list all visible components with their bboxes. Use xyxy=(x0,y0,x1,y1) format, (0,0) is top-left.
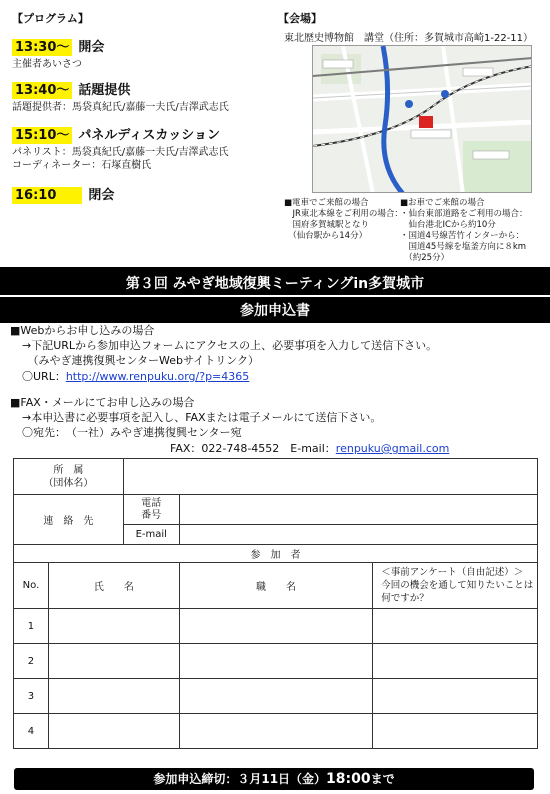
program-title: 開会 xyxy=(78,40,105,55)
col-title: 職 名 xyxy=(179,563,373,609)
survey-field[interactable] xyxy=(373,609,538,644)
program-title: パネルディスカッション xyxy=(78,128,220,143)
access-train xyxy=(284,198,403,242)
web-apply-heading: ■Webからお申し込みの場合 xyxy=(10,324,155,337)
survey-field[interactable] xyxy=(373,714,538,749)
participants-header: 参 加 者 xyxy=(14,545,538,563)
form-title: 参加申込書 xyxy=(240,303,310,319)
email-field[interactable] xyxy=(179,525,537,545)
access-line: ・仙台東部道路をご利用の場合： xyxy=(400,209,528,219)
row-number: 1 xyxy=(14,609,49,644)
access-line: （約25分） xyxy=(400,253,450,263)
program-heading: 【プログラム】 xyxy=(12,12,89,25)
row-number: 3 xyxy=(14,679,49,714)
col-survey: ＜事前アンケート（自由記述）＞ 今回の機会を通して知りたいことは何ですか？ xyxy=(373,563,538,609)
affiliation-field[interactable] xyxy=(123,459,537,495)
survey-field[interactable] xyxy=(373,679,538,714)
title-field[interactable] xyxy=(179,714,373,749)
deadline-prefix: 参加申込締切：３月11日（金） xyxy=(153,772,327,786)
venue-address: 東北歴史博物館 講堂（住所：多賀城市高崎1-22-11） xyxy=(284,33,534,44)
name-field[interactable] xyxy=(48,714,179,749)
access-line: 国道45号線を塩釜方向に８km xyxy=(400,242,527,252)
program-detail: 主催者あいさつ xyxy=(12,59,82,70)
access-line: JR東北本線をご利用の場合： xyxy=(284,209,403,219)
phone-label: 電話 番号 xyxy=(123,495,179,525)
program-detail: パネリスト：馬袋真紀氏/嘉藤一夫氏/吉澤武志氏 xyxy=(12,147,229,158)
row-number: 2 xyxy=(14,644,49,679)
contact-label: 連 絡 先 xyxy=(14,495,124,545)
url-line xyxy=(22,369,249,384)
program-detail: 話題提供者：馬袋真紀氏/嘉藤一夫氏/吉澤武志氏 xyxy=(12,102,229,113)
venue-map xyxy=(312,45,532,193)
title-field[interactable] xyxy=(179,609,373,644)
program-time: 13:40～ xyxy=(12,82,72,99)
deadline-bar xyxy=(14,768,534,790)
map-graphic xyxy=(313,46,532,193)
title-field[interactable] xyxy=(179,644,373,679)
access-line: 仙台港北ICから約10分 xyxy=(400,220,496,230)
program-time: 13:30～ xyxy=(12,39,72,56)
recipient-line: 〇宛先： （一社）みやぎ連携復興センター宛 xyxy=(22,426,242,439)
fax-email-label: FAX：022-748-4552 E-mail： xyxy=(170,442,336,455)
web-apply-line: →下記URLから参加申込フォームにアクセスの上、必要事項を入力して送信下さい。 xyxy=(22,339,438,352)
program-item-3 xyxy=(12,124,229,172)
banner-divider xyxy=(0,295,550,297)
deadline-suffix: まで xyxy=(370,772,395,786)
registration-url-link[interactable]: http://www.renpuku.org/?p=4365 xyxy=(65,370,250,383)
phone-field[interactable] xyxy=(179,495,537,525)
row-number: 4 xyxy=(14,714,49,749)
program-item-2 xyxy=(12,79,229,114)
access-line: ■電車でご来館の場合 xyxy=(284,198,369,208)
application-form xyxy=(13,458,538,749)
program-time: 16:10 xyxy=(12,187,82,204)
contact-line xyxy=(170,441,449,456)
fax-apply-heading: ■FAX・メールにてお申し込みの場合 xyxy=(10,396,195,409)
deadline-time: 18:00 xyxy=(326,771,371,787)
access-line: （仙台駅から14分） xyxy=(284,231,368,241)
col-name: 氏 名 xyxy=(48,563,179,609)
email-link[interactable]: renpuku@gmail.com xyxy=(335,442,450,455)
web-apply-note: （みやぎ連携復興センターWebサイトリンク） xyxy=(22,354,260,367)
venue-heading: 【会場】 xyxy=(278,12,322,25)
col-no: No. xyxy=(14,563,49,609)
event-title: 第３回 みやぎ地域復興ミーティングin多賀城市 xyxy=(125,276,425,292)
access-line: ・国道4号線苦竹インターから： xyxy=(400,231,525,241)
url-label: 〇URL： xyxy=(22,370,66,383)
program-time: 15:10～ xyxy=(12,127,72,144)
access-line: ■お車でご来館の場合 xyxy=(400,198,485,208)
name-field[interactable] xyxy=(48,644,179,679)
access-car xyxy=(400,198,528,264)
program-detail: コーディネーター：石塚直樹氏 xyxy=(12,160,152,171)
program-title: 閉会 xyxy=(88,188,115,203)
affiliation-label: 所 属 （団体名） xyxy=(14,459,124,495)
email-label: E-mail xyxy=(123,525,179,545)
program-item-1 xyxy=(12,36,104,71)
survey-field[interactable] xyxy=(373,644,538,679)
title-field[interactable] xyxy=(179,679,373,714)
fax-apply-line: →本申込書に必要事項を記入し、FAXまたは電子メールにて送信下さい。 xyxy=(22,411,382,424)
name-field[interactable] xyxy=(48,609,179,644)
name-field[interactable] xyxy=(48,679,179,714)
program-item-4 xyxy=(12,184,114,204)
access-line: 国府多賀城駅となり xyxy=(284,220,370,230)
program-title: 話題提供 xyxy=(78,83,131,98)
